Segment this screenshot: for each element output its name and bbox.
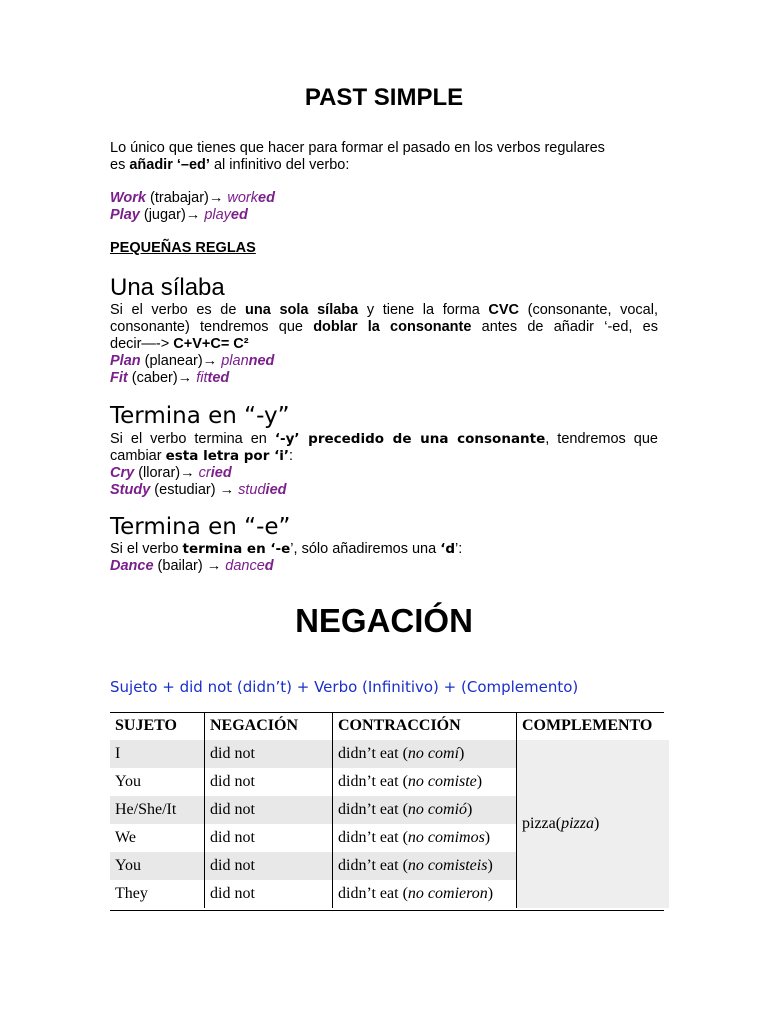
header-negacion: NEGACIÓN — [205, 712, 333, 740]
negation-table — [110, 712, 669, 908]
cell-negacion: did not — [205, 852, 333, 880]
negacion-heading: NEGACIÓN — [295, 602, 473, 639]
cell-contraccion: didn’t eat (no comí) — [333, 740, 517, 768]
intro-paragraph — [110, 140, 658, 174]
cell-negacion: did not — [205, 740, 333, 768]
cell-sujeto: You — [115, 773, 141, 790]
example-work: Work (trabajar)→ worked — [110, 190, 275, 206]
negacion-formula: Sujeto + did not (didn’t) + Verbo (Infinitivo) + (Complemento) — [110, 678, 579, 696]
header-sujeto: SUJETO — [115, 717, 177, 734]
silaba-line-3: decir—-> C+V+C= C² — [110, 336, 249, 352]
cell-contraccion: didn’t eat (no comieron) — [333, 880, 517, 908]
rules-heading: PEQUEÑAS REGLAS — [110, 240, 256, 256]
cell-negacion: did not — [205, 796, 333, 824]
cell-sujeto: You — [110, 852, 205, 880]
terme-line-1: Si el verbo termina en ‘-e’, sólo añadiremos una ‘d’: — [110, 541, 463, 557]
example-study: Study (estudiar) → studied — [110, 482, 287, 498]
table-header-row — [110, 712, 669, 740]
silaba-paragraph — [110, 302, 658, 387]
silaba-heading: Una sílaba — [110, 274, 225, 301]
example-fit: Fit (caber)→ fitted — [110, 370, 230, 386]
termy-heading: Termina en “-y” — [110, 403, 290, 429]
table-row — [110, 740, 669, 768]
intro-line-2: es añadir ‘–ed’ al infinitivo del verbo: — [110, 157, 350, 173]
cell-negacion: did not — [205, 880, 333, 908]
cell-contraccion: didn’t eat (no comiste) — [333, 768, 517, 796]
cell-complemento: pizza(pizza) — [517, 740, 670, 908]
cell-contraccion: didn’t eat (no comisteis) — [333, 852, 517, 880]
cell-sujeto: I — [110, 740, 205, 768]
example-plan: Plan (planear)→ planned — [110, 353, 275, 369]
header-complemento: COMPLEMENTO — [517, 712, 670, 740]
cell-sujeto: We — [115, 829, 136, 846]
example-play: Play (jugar)→ played — [110, 207, 248, 223]
cell-contraccion: didn’t eat (no comió) — [333, 796, 517, 824]
silaba-line-2: consonante) tendremos que doblar la consonante antes de añadir ‘-ed, es — [110, 319, 658, 335]
terme-heading: Termina en “-e” — [110, 514, 291, 540]
header-contraccion: CONTRACCIÓN — [333, 712, 517, 740]
cell-contraccion: didn’t eat (no comimos) — [333, 824, 517, 852]
example-dance: Dance (bailar) → danced — [110, 558, 274, 574]
cell-negacion: did not — [205, 768, 333, 796]
cell-sujeto: They — [115, 885, 148, 902]
page-title: PAST SIMPLE — [304, 84, 464, 111]
cell-sujeto: He/She/It — [110, 796, 205, 824]
examples-regular — [110, 190, 275, 224]
terme-paragraph — [110, 541, 658, 575]
termy-line-2: cambiar esta letra por ‘i’: — [110, 448, 293, 464]
table-top-border — [110, 712, 664, 713]
termy-paragraph — [110, 431, 658, 499]
example-cry: Cry (llorar)→ cried — [110, 465, 232, 481]
termy-line-1: Si el verbo termina en ‘-y’ precedido de una consonante, tendremos que — [110, 431, 658, 447]
cell-negacion: did not — [205, 824, 333, 852]
intro-line-1: Lo único que tienes que hacer para formar el pasado en los verbos regulares — [110, 140, 605, 156]
silaba-line-1: Si el verbo es de una sola sílaba y tiene la forma CVC (consonante, vocal, — [110, 302, 658, 318]
table-bottom-border — [110, 910, 664, 911]
